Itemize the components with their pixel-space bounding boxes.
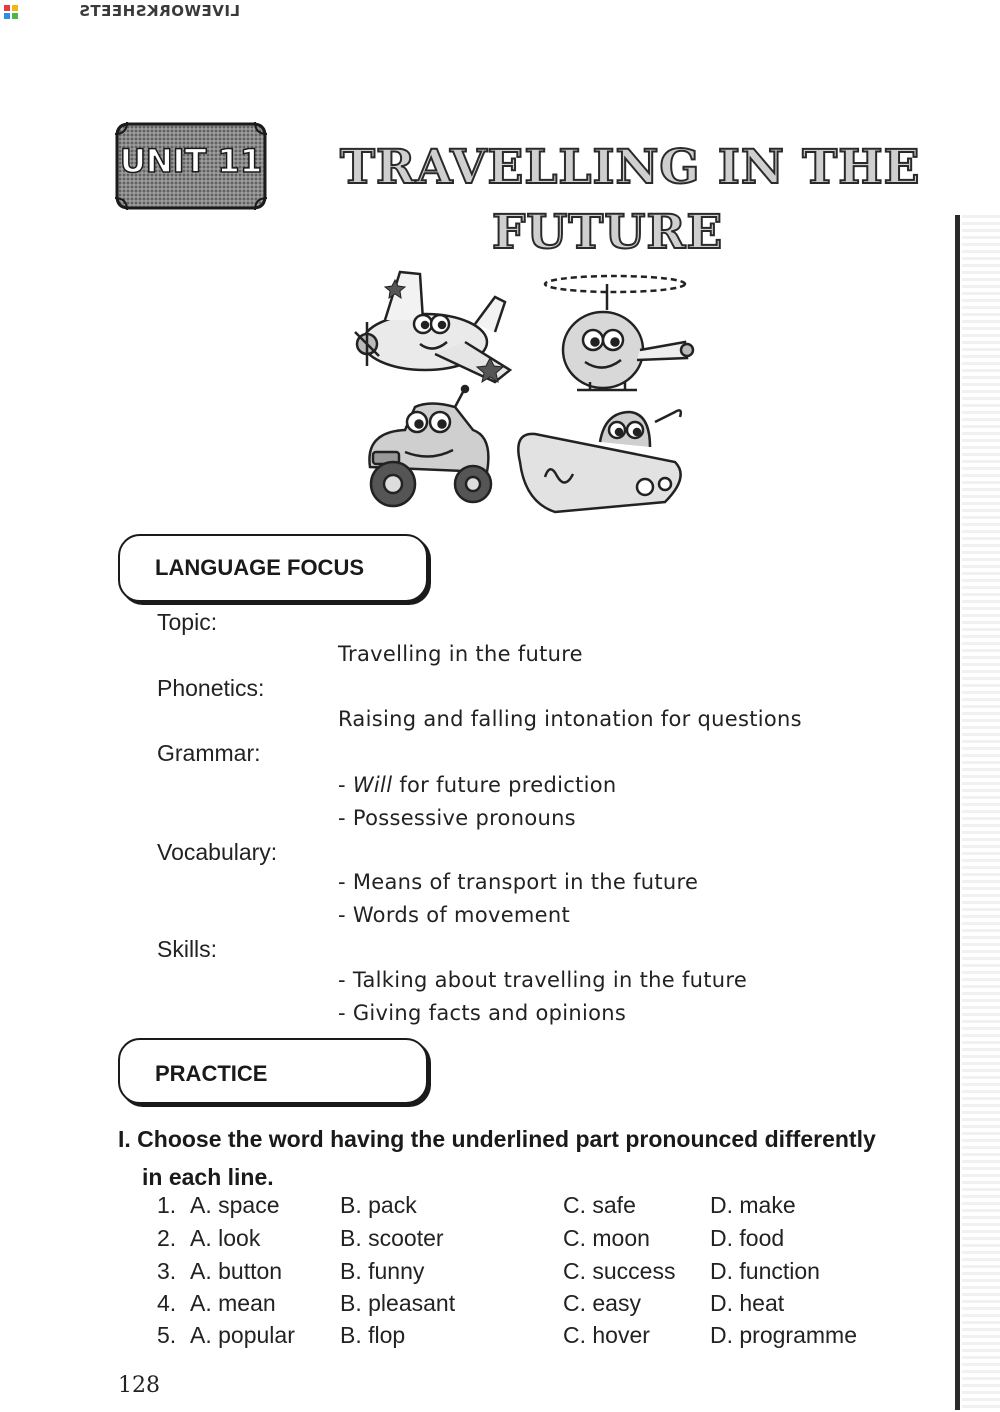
phonetics-label: Phonetics: <box>157 675 265 701</box>
watermark-text: LIVEWORKSHEETS <box>78 2 240 20</box>
option-b[interactable]: B. scooter <box>340 1225 444 1251</box>
question-number: 1. <box>157 1192 177 1218</box>
option-a[interactable]: A. button <box>190 1258 283 1284</box>
option-d[interactable]: D. make <box>710 1192 796 1218</box>
question-number: 4. <box>157 1290 177 1316</box>
option-d[interactable]: D. heat <box>710 1290 785 1316</box>
exercise-instruction-line1: I. Choose the word having the underlined part pronounced differently <box>118 1126 876 1152</box>
exercise-instruction <box>118 1120 948 1196</box>
boat-icon <box>518 410 681 512</box>
airplane-icon <box>355 272 510 382</box>
option-d[interactable]: D. function <box>710 1258 820 1284</box>
option-c[interactable]: C. success <box>563 1258 676 1284</box>
vocabulary-label: Vocabulary: <box>157 839 278 865</box>
option-a[interactable]: A. popular <box>190 1322 295 1348</box>
liveworksheets-logo-icon <box>4 5 18 19</box>
grammar-item-1-italic: Will <box>352 773 393 797</box>
topic-value: Travelling in the future <box>338 642 583 666</box>
option-c[interactable]: C. easy <box>563 1290 641 1316</box>
option-a[interactable]: A. mean <box>190 1290 276 1316</box>
grammar-item-2: - Possessive pronouns <box>338 806 576 830</box>
vehicles-illustration <box>345 262 705 524</box>
skills-item-1: - Talking about travelling in the future <box>338 968 748 992</box>
option-b[interactable]: B. funny <box>340 1258 425 1284</box>
grammar-item-1-rest: for future prediction <box>399 773 617 797</box>
vocabulary-item-1: - Means of transport in the future <box>338 870 699 894</box>
grammar-item-1: - Will for future prediction <box>338 773 617 797</box>
topic-label: Topic: <box>157 609 218 635</box>
phonetics-value: Raising and falling intonation for questions <box>338 707 802 731</box>
option-b[interactable]: B. pack <box>340 1192 417 1218</box>
page-title-line2: FUTURE <box>492 205 724 260</box>
option-a[interactable]: A. space <box>190 1192 280 1218</box>
option-d[interactable]: D. food <box>710 1225 785 1251</box>
option-c[interactable]: C. hover <box>563 1322 650 1348</box>
option-d[interactable]: D. programme <box>710 1322 857 1348</box>
language-focus-heading: LANGUAGE FOCUS <box>155 555 364 580</box>
vocabulary-item-2: - Words of movement <box>338 903 571 927</box>
exercise-instruction-line2: in each line. <box>142 1164 274 1190</box>
question-number: 3. <box>157 1258 177 1284</box>
scan-edge-line <box>955 215 960 1410</box>
option-b[interactable]: B. flop <box>340 1322 406 1348</box>
car-icon <box>369 386 491 506</box>
scan-edge-texture <box>962 215 1000 1412</box>
page-number: 128 <box>118 1373 160 1398</box>
practice-heading: PRACTICE <box>155 1061 268 1086</box>
skills-label: Skills: <box>157 936 218 962</box>
page-title-line1: TRAVELLING IN THE <box>340 140 921 195</box>
option-c[interactable]: C. safe <box>563 1192 636 1218</box>
option-a[interactable]: A. look <box>190 1225 261 1251</box>
skills-item-2: - Giving facts and opinions <box>338 1001 627 1025</box>
grammar-label: Grammar: <box>157 740 261 766</box>
question-number: 5. <box>157 1322 177 1348</box>
helicopter-icon <box>545 276 693 390</box>
option-b[interactable]: B. pleasant <box>340 1290 456 1316</box>
unit-badge-label: UNIT 11 <box>119 142 263 180</box>
option-c[interactable]: C. moon <box>563 1225 650 1251</box>
question-number: 2. <box>157 1225 177 1251</box>
